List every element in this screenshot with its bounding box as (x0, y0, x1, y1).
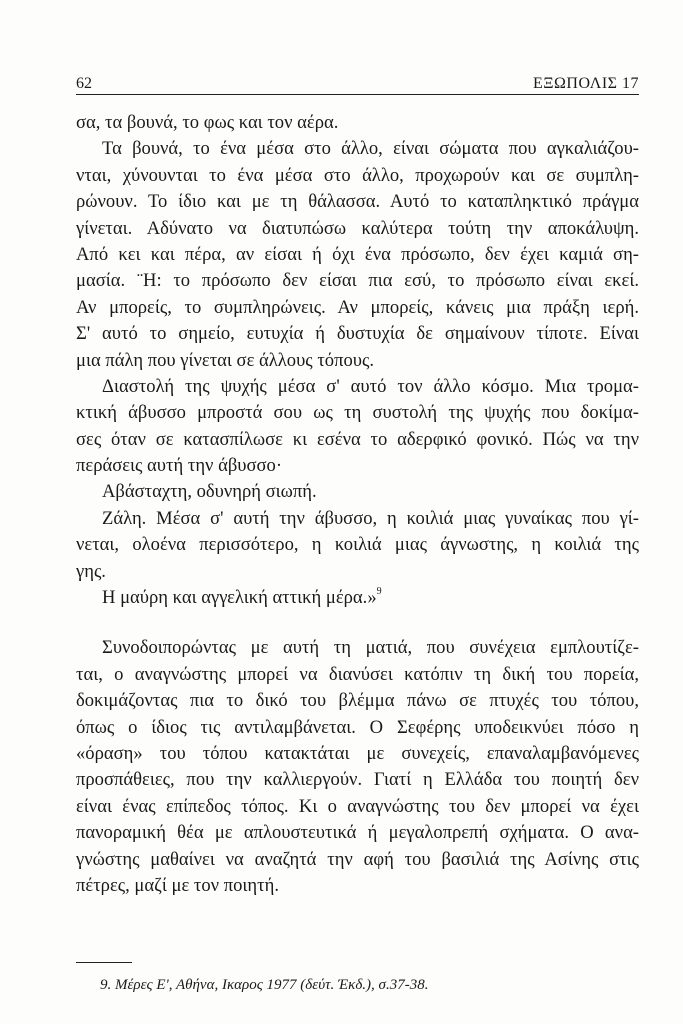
text-line: κτική άβυσσο μπροστά σου ως τη συστολή της ψυχής που δοκίμα- (76, 402, 639, 424)
text-line: Αβάσταχτη, οδυνηρή σιωπή. (102, 481, 317, 503)
text-line: Από κει και πέρα, αν είσαι ή όχι ένα πρόσωπο, δεν έχει καμιά ση- (76, 243, 639, 265)
quote-end-text: Η μαύρη και αγγελική αττική μέρα.» (102, 587, 377, 609)
running-head: ΕΞΩΠΟΛΙΣ 17 (532, 75, 639, 92)
text-line: «όραση» του τόπου κατακτάται με συνεχείς, επαναλαμβανόμενες (76, 742, 639, 764)
page-number: 62 (76, 75, 92, 92)
text-line (76, 585, 639, 611)
text-line: νεται, ολοένα περισσότερο, η κοιλιά μιας άγνωστης, η κοιλιά της (76, 534, 639, 556)
text-line: ται, ο αναγνώστης μπορεί να διανύσει κατόπιν τη δική του πορεία, (76, 663, 639, 685)
body-text (76, 110, 639, 899)
footnote-marker: 9 (376, 586, 382, 598)
text-line: ρώνουν. Το ίδιο και με τη θάλασσα. Αυτό το καταπληκτικό πράγμα (76, 191, 639, 213)
text-line: είναι ένας επίπεδος τόπος. Κι ο αναγνώστης του δεν μπορεί να έχει (76, 795, 639, 817)
text-line: νται, χύνουνται το ένα μέσα στο άλλο, προχωρούν και σε συμπλη- (76, 164, 639, 186)
text-line: δοκιμάζοντας πια το δικό του βλέμμα πάνω σε πτυχές του τόπου, (76, 690, 639, 712)
footnote-rule (76, 962, 132, 963)
text-line: πέτρες, μαζί με τον ποιητή. (76, 874, 279, 896)
text-line: Αν μπορείς, το συμπληρώνεις. Αν μπορείς, κάνεις μια πράξη ιερή. (76, 296, 639, 318)
footnote: 9. Μέρες Ε', Αθήνα, Ικαρος 1977 (δεύτ. Έκδ.), σ.37-38. (100, 977, 429, 993)
header-rule (76, 94, 639, 95)
text-line: όπως ο ίδιος τις αντιλαμβάνεται. Ο Σεφέρης υποδεικνύει πόσο η (76, 716, 639, 738)
text-line: μια πάλη που γίνεται σε άλλους τόπους. (76, 349, 374, 371)
text-line: Διαστολή της ψυχής μέσα σ' αυτό τον άλλο κόσμο. Μια τρομα- (102, 375, 639, 397)
text-line: προσπάθειες, που την καλλιεργούν. Γιατί η Ελλάδα του ποιητή δεν (76, 769, 639, 791)
text-line: γίνεται. Αδύνατο να διατυπώσω καλύτερα τούτη την αποκάλυψη. (76, 217, 639, 239)
text-line: Τα βουνά, το ένα μέσα στο άλλο, είναι σώματα που αγκαλιάζου- (102, 138, 639, 160)
text-line: Σ' αυτό το σημείο, ευτυχία ή δυστυχία δε σημαίνουν τίποτε. Είναι (76, 323, 639, 345)
paragraph-gap (76, 611, 639, 635)
text-line: γης. (76, 560, 106, 582)
text-line: μασία. ¨Η: το πρόσωπο δεν είσαι πια εσύ, το πρόσωπο είναι εκεί. (76, 270, 639, 292)
text-line: σες όταν σε κατασπίλωσε κι εσένα το αδερφικό φονικό. Πώς να την (76, 428, 639, 450)
text-line: σα, τα βουνά, το φως και τον αέρα. (76, 112, 339, 133)
text-line: Ζάλη. Μέσα σ' αυτή την άβυσσο, η κοιλιά μιας γυναίκας που γί- (102, 507, 639, 529)
text-line: Συνοδοιπορώντας με αυτή τη ματιά, που συνέχεια εμπλουτίζε- (102, 637, 639, 659)
text-line: περάσεις αυτή την άβυσσο· (76, 455, 283, 477)
text-line: γνώστης μαθαίνει να αναζητά την αφή του βασιλιά της Ασίνης στις (76, 848, 639, 870)
text-line: πανοραμική θέα με απλουστευτικά ή μεγαλοπρεπή σχήματα. Ο ανα- (76, 822, 639, 844)
